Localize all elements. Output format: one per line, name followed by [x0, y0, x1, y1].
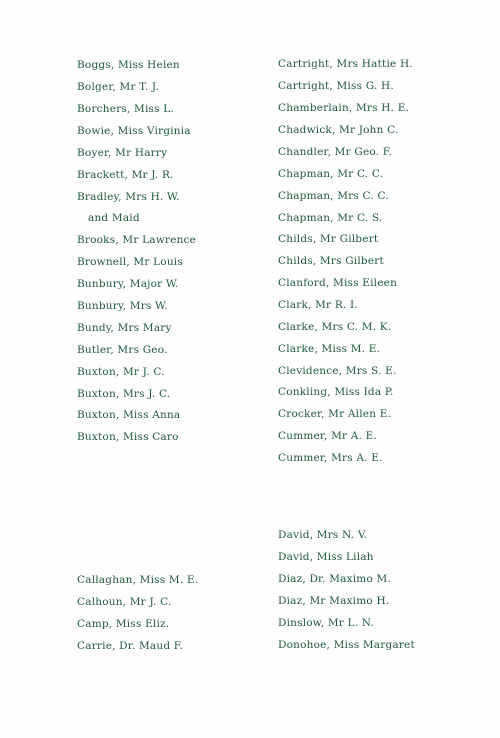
passenger-entry: Cummer, Mrs A. E.	[278, 452, 383, 464]
passenger-entry: Buxton, Mrs J. C.	[77, 388, 171, 400]
passenger-entry: Boggs, Miss Helen	[77, 59, 180, 71]
passenger-entry: David, Miss Lilah	[278, 551, 374, 563]
passenger-entry: Clark, Mr R. I.	[278, 299, 358, 311]
passenger-entry: Crocker, Mr Allen E.	[278, 408, 392, 420]
passenger-entry: Clevidence, Mrs S. E.	[278, 365, 397, 377]
passenger-entry: Brackett, Mr J. R.	[77, 169, 174, 181]
passenger-entry: Carrie, Dr. Maud F.	[77, 640, 184, 652]
passenger-entry: Diaz, Mr Maximo H.	[278, 595, 390, 607]
passenger-entry: Chapman, Mrs C. C.	[278, 190, 389, 202]
passenger-entry: Bundy, Mrs Mary	[77, 322, 172, 334]
passenger-entry: Buxton, Miss Caro	[77, 431, 179, 443]
passenger-entry: Chamberlain, Mrs H. E.	[278, 102, 410, 114]
passenger-entry: Borchers, Miss L.	[77, 103, 174, 115]
passenger-entry: Chandler, Mr Geo. F.	[278, 146, 393, 158]
passenger-entry: Camp, Miss Eliz.	[77, 618, 170, 630]
passenger-entry: Childs, Mr Gilbert	[278, 233, 379, 245]
passenger-entry-continuation: and Maid	[88, 212, 140, 224]
passenger-entry: Clanford, Miss Eileen	[278, 277, 398, 289]
passenger-entry: Buxton, Mr J. C.	[77, 366, 165, 378]
passenger-entry: Cummer, Mr A. E.	[278, 430, 378, 442]
passenger-entry: Chapman, Mr C. S.	[278, 212, 383, 224]
passenger-entry: Buxton, Miss Anna	[77, 409, 181, 421]
passenger-entry: Brooks, Mr Lawrence	[77, 234, 197, 246]
passenger-entry: Chadwick, Mr John C.	[278, 124, 399, 136]
passenger-column-right	[278, 0, 488, 738]
passenger-entry: Clarke, Miss M. E.	[278, 343, 381, 355]
passenger-entry: Calhoun, Mr J. C.	[77, 596, 172, 608]
passenger-entry: Cartright, Mrs Hattie H.	[278, 58, 413, 70]
passenger-entry: Butler, Mrs Geo.	[77, 344, 168, 356]
passenger-entry: Donohoe, Miss Margaret	[278, 639, 415, 651]
passenger-entry: Bunbury, Mrs W.	[77, 300, 168, 312]
passenger-entry: Callaghan, Miss M. E.	[77, 574, 199, 586]
passenger-entry: Chapman, Mr C. C.	[278, 168, 384, 180]
passenger-entry: Bowie, Miss Virginia	[77, 125, 191, 137]
passenger-entry: Dinslow, Mr L. N.	[278, 617, 375, 629]
passenger-entry: Childs, Mrs Gilbert	[278, 255, 384, 267]
passenger-entry: Bunbury, Major W.	[77, 278, 179, 290]
passenger-entry: Brownell, Mr Louis	[77, 256, 183, 268]
passenger-entry: Clarke, Mrs C. M. K.	[278, 321, 392, 333]
passenger-entry: David, Mrs N. V.	[278, 529, 368, 541]
passenger-entry: Bradley, Mrs H. W.	[77, 191, 180, 203]
passenger-column-left	[77, 0, 277, 738]
passenger-entry: Bolger, Mr T. J.	[77, 81, 160, 93]
passenger-entry: Diaz, Dr. Maximo M.	[278, 573, 391, 585]
passenger-entry: Boyer, Mr Harry	[77, 147, 168, 159]
passenger-entry: Conkling, Miss Ida P.	[278, 386, 394, 398]
passenger-entry: Cartright, Miss G. H.	[278, 80, 394, 92]
